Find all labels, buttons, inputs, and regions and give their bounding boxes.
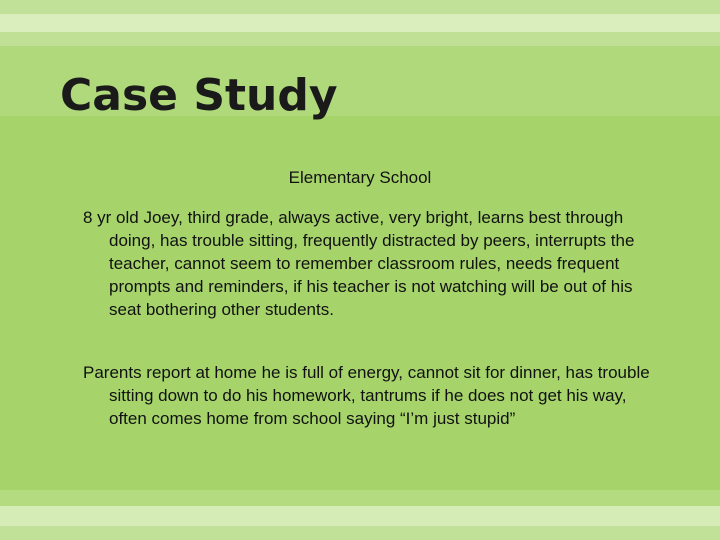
- top-stripe-1: [0, 0, 720, 14]
- bottom-stripe-3: [0, 526, 720, 540]
- slide-title: Case Study: [60, 70, 338, 121]
- bottom-stripe-2: [0, 506, 720, 526]
- top-stripe-3: [0, 32, 720, 46]
- top-stripe-2: [0, 14, 720, 32]
- bottom-stripe-1: [0, 490, 720, 506]
- case-paragraph-2: Parents report at home he is full of energy, cannot sit for dinner, has trouble sitting down to do his homework, tantrums if he does not get his way, often comes home from school saying “I’m just stupid”: [83, 363, 650, 428]
- case-paragraph-1: 8 yr old Joey, third grade, always active, very bright, learns best through doing, has trouble sitting, frequently distracted by peers, interrupts the teacher, cannot seem to remember classroom rules, needs frequent prompts and reminders, if his teacher is not watching will be out of his seat bothering other students.: [83, 208, 635, 319]
- slide-subtitle: Elementary School: [288, 168, 432, 187]
